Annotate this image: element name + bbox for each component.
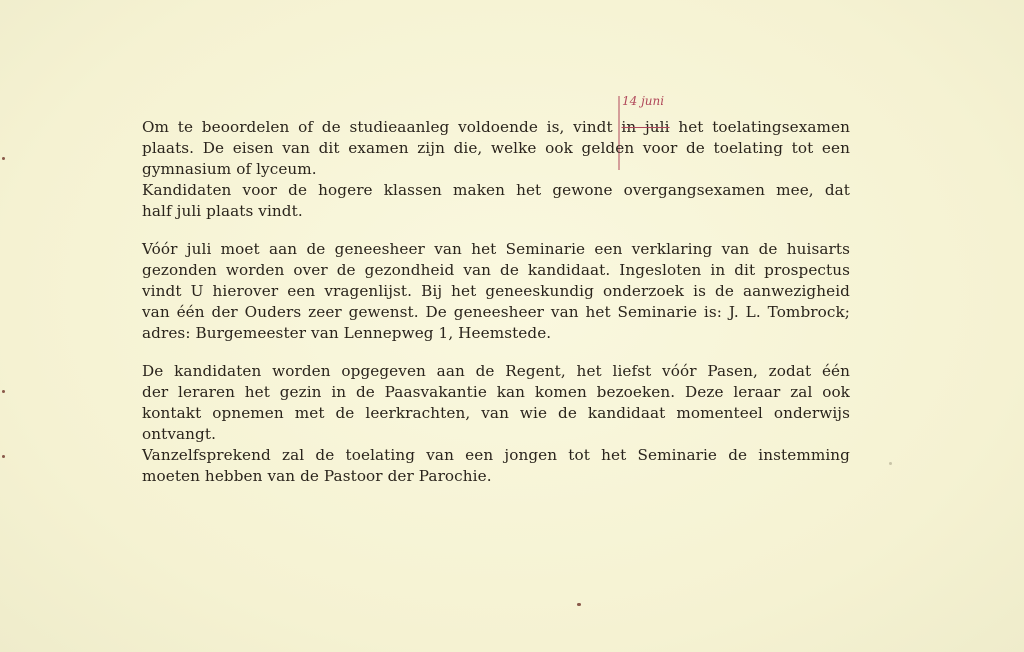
text-line: adres: Burgemeester van Lennepweg 1, Heemstede. [142,324,552,342]
text-segment: Om te beoordelen of de studieaanleg voldoende is, vindt [142,118,622,136]
text-line: gymnasium of lyceum. [142,160,317,178]
paragraph-admission-exam [142,117,850,222]
text-line: van één der Ouders zeer gewenst. De geneesheer van het Seminarie is: J. L. Tombrock; [142,303,850,321]
paragraph-registration [142,361,850,487]
paper-speck [2,455,5,458]
text-line: vindt U hierover een vragenlijst. Bij het geneeskundig onderzoek is de aanwezigheid [142,282,850,300]
paper-speck [577,603,581,606]
body-text [142,117,850,504]
text-line: der leraren het gezin in de Paasvakantie kan komen bezoeken. Deze leraar zal ook [142,383,850,401]
paragraph-medical [142,239,850,344]
text-line: moeten hebben van de Pastoor der Parochie. [142,467,492,485]
text-line: ontvangt. [142,425,216,443]
paper-speck [889,462,892,465]
paper-speck [2,157,5,160]
struck-text: in juli [621,118,670,136]
text-line: Vanzelfsprekend zal de toelating van een jongen tot het Seminarie de instemming [142,446,850,464]
text-line: Vóór juli moet aan de geneesheer van het Seminarie een verklaring van de huisarts [142,240,850,258]
text-line: gezonden worden over de gezondheid van de kandidaat. Ingesloten in dit prospectus [142,261,850,279]
text-line: Kandidaten voor de hogere klassen maken het gewone overgangsexamen mee, dat [142,181,850,199]
text-line: kontakt opnemen met de leerkrachten, van wie de kandidaat momenteel onderwijs [142,404,850,422]
paper-speck [2,390,5,393]
text-line [142,117,850,138]
text-segment: het toelatingsexamen [669,118,851,136]
text-line: De kandidaten worden opgegeven aan de Regent, het liefst vóór Pasen, zodat één [142,362,850,380]
text-line: plaats. De eisen van dit examen zijn die, welke ook gelden voor de toelating tot een [142,139,850,157]
handwritten-annotation: 14 juni [622,94,665,108]
text-line: half juli plaats vindt. [142,202,303,220]
